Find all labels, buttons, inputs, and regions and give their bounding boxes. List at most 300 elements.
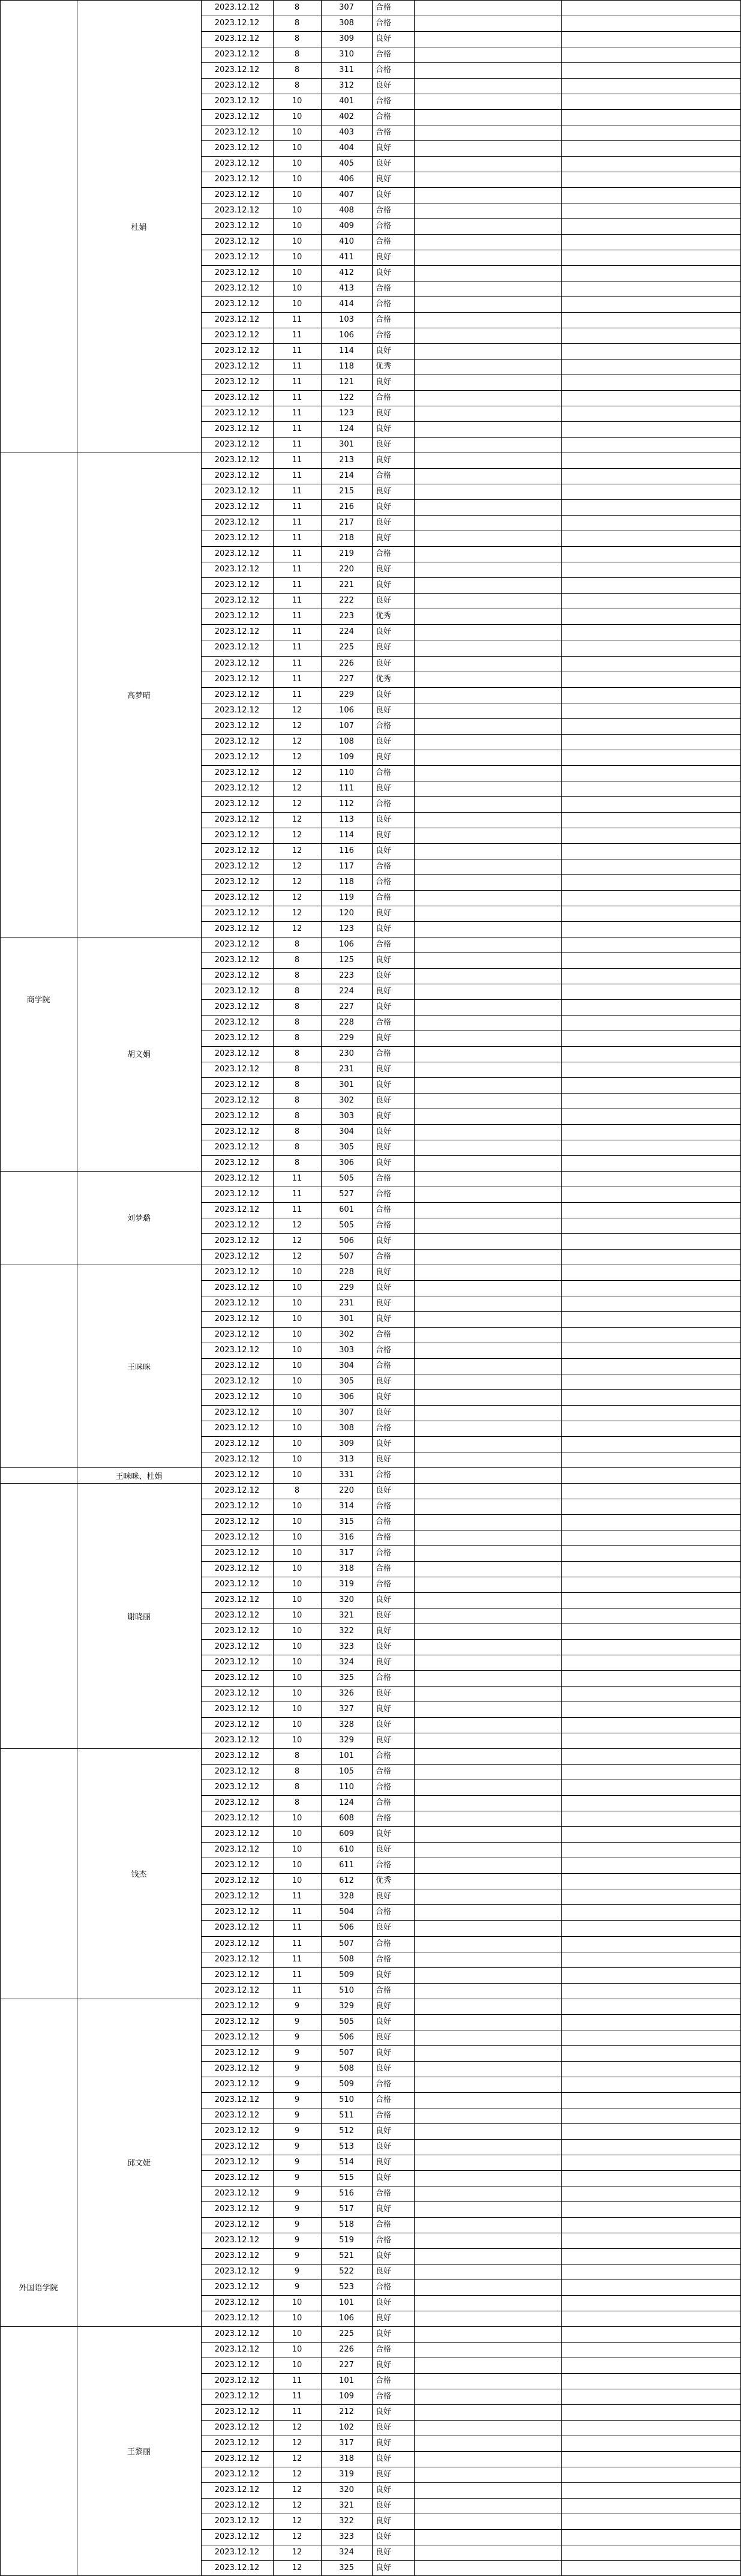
exam-date-cell: 2023.12.12	[214, 1299, 260, 1308]
class-period-cell: 12	[292, 2422, 302, 2432]
room-number-cell: 215	[339, 487, 354, 496]
grade-cell: 良好	[376, 752, 392, 762]
row-divider	[201, 1842, 741, 1843]
row-divider	[201, 2248, 741, 2249]
room-number-cell: 516	[339, 2188, 354, 2198]
room-number-cell: 527	[339, 1189, 354, 1199]
room-number-cell: 228	[339, 1017, 354, 1027]
room-number-cell: 510	[339, 1985, 354, 1995]
exam-date-cell: 2023.12.12	[214, 315, 260, 325]
class-period-cell: 9	[294, 2173, 300, 2182]
class-period-cell: 11	[292, 1205, 302, 1214]
class-period-cell: 10	[292, 1470, 302, 1480]
room-number-cell: 523	[339, 2282, 354, 2292]
exam-date-cell: 2023.12.12	[214, 2516, 260, 2526]
class-period-cell: 12	[292, 783, 302, 793]
class-period-cell: 8	[294, 50, 300, 59]
class-period-cell: 12	[292, 877, 302, 886]
class-period-cell: 10	[292, 1705, 302, 1714]
class-period-cell: 11	[292, 627, 302, 637]
class-period-cell: 11	[292, 440, 302, 450]
exam-date-cell: 2023.12.12	[214, 721, 260, 730]
class-period-cell: 12	[292, 1220, 302, 1230]
exam-date-cell: 2023.12.12	[214, 253, 260, 262]
room-number-cell: 307	[339, 1408, 354, 1418]
room-number-cell: 609	[339, 1829, 354, 1839]
exam-date-cell: 2023.12.12	[214, 2219, 260, 2229]
row-divider	[201, 890, 741, 891]
exam-date-cell: 2023.12.12	[214, 1829, 260, 1839]
class-period-cell: 10	[292, 1673, 302, 1683]
room-number-cell: 227	[339, 2360, 354, 2370]
exam-date-cell: 2023.12.12	[214, 1189, 260, 1199]
row-divider	[201, 1093, 741, 1094]
grade-cell: 合格	[376, 2219, 392, 2229]
class-period-cell: 10	[292, 143, 302, 153]
room-number-cell: 224	[339, 986, 354, 996]
class-period-cell: 11	[292, 1923, 302, 1933]
grade-cell: 合格	[376, 1580, 392, 1589]
row-divider	[201, 1405, 741, 1406]
room-number-cell: 119	[339, 892, 354, 902]
row-divider	[201, 968, 741, 969]
class-period-cell: 8	[294, 3, 300, 12]
room-number-cell: 515	[339, 2173, 354, 2182]
room-number-cell: 226	[339, 658, 354, 668]
room-number-cell: 113	[339, 814, 354, 824]
row-divider	[201, 1764, 741, 1765]
grade-cell: 合格	[376, 1814, 392, 1823]
room-number-cell: 220	[339, 565, 354, 574]
class-period-cell: 11	[292, 2407, 302, 2416]
room-number-cell: 305	[339, 1377, 354, 1386]
grade-cell: 良好	[376, 830, 392, 840]
room-number-cell: 123	[339, 409, 354, 418]
room-number-cell: 519	[339, 2235, 354, 2245]
room-number-cell: 507	[339, 2048, 354, 2057]
class-period-cell: 8	[294, 19, 300, 28]
room-number-cell: 518	[339, 2219, 354, 2229]
grade-cell: 良好	[376, 1158, 392, 1167]
class-period-cell: 11	[292, 346, 302, 356]
room-number-cell: 101	[339, 2298, 354, 2307]
teacher-name-cell: 王黎丽	[127, 2448, 151, 2457]
class-period-cell: 11	[292, 1189, 302, 1199]
room-number-cell: 512	[339, 2126, 354, 2135]
column-divider	[321, 0, 322, 2576]
grade-cell: 良好	[376, 253, 392, 262]
row-divider	[201, 718, 741, 719]
row-divider	[201, 2295, 741, 2296]
exam-date-cell: 2023.12.12	[214, 1392, 260, 1402]
class-period-cell: 10	[292, 1658, 302, 1667]
class-period-cell: 11	[292, 315, 302, 325]
exam-date-cell: 2023.12.12	[214, 1970, 260, 1979]
exam-date-cell: 2023.12.12	[214, 2282, 260, 2292]
grade-cell: 合格	[376, 2344, 392, 2354]
room-number-cell: 109	[339, 2391, 354, 2401]
row-divider	[201, 2014, 741, 2015]
exam-date-cell: 2023.12.12	[214, 2126, 260, 2135]
class-period-cell: 8	[294, 1080, 300, 1089]
grade-cell: 优秀	[376, 612, 392, 621]
grade-cell: 良好	[376, 1236, 392, 1245]
exam-date-cell: 2023.12.12	[214, 1502, 260, 1511]
exam-date-cell: 2023.12.12	[214, 2095, 260, 2104]
class-period-cell: 10	[292, 1736, 302, 1745]
class-period-cell: 10	[292, 159, 302, 169]
row-divider	[201, 2061, 741, 2062]
class-period-cell: 10	[292, 1829, 302, 1839]
exam-date-cell: 2023.12.12	[214, 518, 260, 528]
exam-date-cell: 2023.12.12	[214, 1064, 260, 1074]
row-divider	[201, 515, 741, 516]
row-divider	[201, 390, 741, 391]
room-number-cell: 327	[339, 1705, 354, 1714]
row-divider	[201, 843, 741, 844]
room-number-cell: 229	[339, 690, 354, 699]
class-period-cell: 8	[294, 81, 300, 91]
exam-date-cell: 2023.12.12	[214, 2391, 260, 2401]
exam-date-cell: 2023.12.12	[214, 1095, 260, 1105]
grade-cell: 良好	[376, 565, 392, 574]
class-period-cell: 12	[292, 830, 302, 840]
class-period-cell: 12	[292, 1236, 302, 1245]
grade-cell: 良好	[376, 81, 392, 91]
grade-cell: 良好	[376, 159, 392, 169]
teacher-divider	[0, 2326, 741, 2327]
class-period-cell: 12	[292, 2532, 302, 2541]
room-number-cell: 324	[339, 2547, 354, 2557]
room-number-cell: 306	[339, 1158, 354, 1167]
grade-cell: 良好	[376, 1033, 392, 1043]
exam-date-cell: 2023.12.12	[214, 487, 260, 496]
grade-cell: 良好	[376, 1127, 392, 1136]
room-number-cell: 509	[339, 2079, 354, 2089]
exam-date-cell: 2023.12.12	[214, 34, 260, 44]
room-number-cell: 214	[339, 471, 354, 481]
class-period-cell: 10	[292, 1876, 302, 1886]
column-divider	[414, 0, 415, 2576]
grade-cell: 合格	[376, 549, 392, 559]
exam-date-cell: 2023.12.12	[214, 971, 260, 980]
row-divider	[201, 624, 741, 625]
room-number-cell: 507	[339, 1251, 354, 1261]
grade-cell: 合格	[376, 50, 392, 59]
teacher-name-cell: 谢晓丽	[127, 1612, 151, 1622]
class-period-cell: 8	[294, 1767, 300, 1777]
row-divider	[201, 1015, 741, 1016]
class-period-cell: 11	[292, 424, 302, 434]
row-divider	[201, 2342, 741, 2343]
class-period-cell: 11	[292, 534, 302, 543]
class-period-cell: 9	[294, 2063, 300, 2073]
grade-cell: 合格	[376, 1017, 392, 1027]
room-number-cell: 230	[339, 1049, 354, 1058]
class-period-cell: 8	[294, 1111, 300, 1121]
grade-cell: 良好	[376, 2266, 392, 2276]
exam-date-cell: 2023.12.12	[214, 2532, 260, 2541]
room-number-cell: 404	[339, 143, 354, 153]
grade-cell: 合格	[376, 2282, 392, 2292]
row-divider	[201, 2139, 741, 2140]
room-number-cell: 504	[339, 1907, 354, 1917]
class-period-cell: 9	[294, 2204, 300, 2213]
class-period-cell: 11	[292, 2376, 302, 2385]
exam-date-cell: 2023.12.12	[214, 1517, 260, 1527]
room-number-cell: 105	[339, 1767, 354, 1777]
class-period-cell: 11	[292, 1173, 302, 1183]
grade-cell: 良好	[376, 2329, 392, 2338]
grade-cell: 良好	[376, 1002, 392, 1011]
grade-cell: 合格	[376, 2188, 392, 2198]
room-number-cell: 414	[339, 299, 354, 309]
row-divider	[201, 999, 741, 1000]
grade-cell: 良好	[376, 34, 392, 44]
exam-date-cell: 2023.12.12	[214, 112, 260, 122]
grade-cell: 合格	[376, 393, 392, 403]
grade-cell: 良好	[376, 1080, 392, 1089]
exam-date-cell: 2023.12.12	[214, 861, 260, 871]
room-number-cell: 405	[339, 159, 354, 169]
row-divider	[201, 218, 741, 219]
grade-cell: 合格	[376, 1346, 392, 1355]
exam-date-cell: 2023.12.12	[214, 1267, 260, 1277]
room-number-cell: 305	[339, 1142, 354, 1152]
room-number-cell: 324	[339, 1658, 354, 1667]
row-divider	[201, 2170, 741, 2171]
exam-date-cell: 2023.12.12	[214, 190, 260, 200]
class-period-cell: 10	[292, 1455, 302, 1464]
exam-date-cell: 2023.12.12	[214, 378, 260, 387]
grade-cell: 合格	[376, 1502, 392, 1511]
row-divider	[201, 1592, 741, 1593]
grade-cell: 良好	[376, 1892, 392, 1901]
class-period-cell: 11	[292, 409, 302, 418]
grade-cell: 合格	[376, 1939, 392, 1948]
exam-date-cell: 2023.12.12	[214, 596, 260, 606]
column-divider	[0, 0, 1, 2576]
grade-cell: 合格	[376, 1767, 392, 1777]
room-number-cell: 413	[339, 284, 354, 293]
room-number-cell: 308	[339, 19, 354, 28]
room-number-cell: 229	[339, 1283, 354, 1292]
class-period-cell: 12	[292, 908, 302, 918]
room-number-cell: 401	[339, 97, 354, 106]
room-number-cell: 601	[339, 1205, 354, 1214]
grade-cell: 良好	[376, 1455, 392, 1464]
row-divider	[201, 593, 741, 594]
row-divider	[201, 656, 741, 657]
grade-cell: 良好	[376, 2001, 392, 2011]
class-period-cell: 8	[294, 1033, 300, 1043]
grade-cell: 良好	[376, 2438, 392, 2448]
grade-cell: 良好	[376, 2251, 392, 2260]
class-period-cell: 10	[292, 1377, 302, 1386]
exam-date-cell: 2023.12.12	[214, 331, 260, 340]
grade-cell: 合格	[376, 284, 392, 293]
grade-cell: 良好	[376, 268, 392, 278]
class-period-cell: 10	[292, 1283, 302, 1292]
room-number-cell: 309	[339, 34, 354, 44]
room-number-cell: 407	[339, 190, 354, 200]
row-divider	[201, 421, 741, 422]
room-number-cell: 220	[339, 1486, 354, 1496]
grade-cell: 良好	[376, 2469, 392, 2479]
class-period-cell: 10	[292, 112, 302, 122]
exam-date-cell: 2023.12.12	[214, 1220, 260, 1230]
room-number-cell: 111	[339, 783, 354, 793]
class-period-cell: 9	[294, 2266, 300, 2276]
grade-cell: 良好	[376, 736, 392, 746]
exam-date-cell: 2023.12.12	[214, 955, 260, 964]
column-divider	[372, 0, 373, 2576]
grade-cell: 合格	[376, 721, 392, 730]
class-period-cell: 10	[292, 1564, 302, 1574]
room-number-cell: 125	[339, 955, 354, 964]
room-number-cell: 508	[339, 1954, 354, 1964]
room-number-cell: 319	[339, 2469, 354, 2479]
grade-cell: 合格	[376, 1548, 392, 1558]
exam-date-cell: 2023.12.12	[214, 1111, 260, 1121]
grade-cell: 合格	[376, 1330, 392, 1340]
row-divider	[201, 1717, 741, 1718]
exam-date-cell: 2023.12.12	[214, 1642, 260, 1652]
class-period-cell: 12	[292, 2485, 302, 2494]
exam-date-cell: 2023.12.12	[214, 580, 260, 590]
class-period-cell: 8	[294, 939, 300, 949]
grade-cell: 合格	[376, 2110, 392, 2120]
grade-cell: 优秀	[376, 362, 392, 372]
column-divider	[201, 0, 202, 2576]
exam-date-cell: 2023.12.12	[214, 2438, 260, 2448]
class-period-cell: 12	[292, 924, 302, 933]
room-number-cell: 225	[339, 643, 354, 652]
room-number-cell: 325	[339, 1673, 354, 1683]
class-period-cell: 10	[292, 2329, 302, 2338]
grade-cell: 良好	[376, 2500, 392, 2510]
class-period-cell: 12	[292, 768, 302, 777]
grade-cell: 良好	[376, 658, 392, 668]
class-period-cell: 10	[292, 2313, 302, 2323]
row-divider	[201, 2404, 741, 2405]
room-number-cell: 226	[339, 2344, 354, 2354]
class-period-cell: 10	[292, 1346, 302, 1355]
room-number-cell: 218	[339, 534, 354, 543]
exam-date-cell: 2023.12.12	[214, 2313, 260, 2323]
exam-date-cell: 2023.12.12	[214, 2188, 260, 2198]
class-period-cell: 11	[292, 2391, 302, 2401]
grade-cell: 良好	[376, 2048, 392, 2057]
grade-cell: 合格	[376, 19, 392, 28]
class-period-cell: 12	[292, 2469, 302, 2479]
grade-cell: 合格	[376, 1673, 392, 1683]
room-number-cell: 225	[339, 2329, 354, 2338]
class-period-cell: 10	[292, 1299, 302, 1308]
exam-date-cell: 2023.12.12	[214, 1455, 260, 1464]
room-number-cell: 221	[339, 580, 354, 590]
grade-cell: 合格	[376, 1470, 392, 1480]
exam-date-cell: 2023.12.12	[214, 97, 260, 106]
class-period-cell: 8	[294, 65, 300, 75]
room-number-cell: 408	[339, 206, 354, 215]
room-number-cell: 406	[339, 175, 354, 184]
exam-date-cell: 2023.12.12	[214, 1205, 260, 1214]
room-number-cell: 309	[339, 1439, 354, 1449]
row-divider	[201, 765, 741, 766]
row-divider	[201, 546, 741, 547]
class-period-cell: 10	[292, 1861, 302, 1870]
column-divider	[273, 0, 274, 2576]
grade-cell: 良好	[376, 534, 392, 543]
exam-date-cell: 2023.12.12	[214, 1173, 260, 1183]
room-number-cell: 303	[339, 1346, 354, 1355]
row-divider	[201, 109, 741, 110]
row-divider	[201, 1311, 741, 1312]
grade-cell: 合格	[376, 861, 392, 871]
class-period-cell: 11	[292, 456, 302, 465]
grade-cell: 合格	[376, 1517, 392, 1527]
room-number-cell: 319	[339, 1580, 354, 1589]
class-period-cell: 11	[292, 1907, 302, 1917]
class-period-cell: 10	[292, 206, 302, 215]
room-number-cell: 522	[339, 2266, 354, 2276]
class-period-cell: 9	[294, 2001, 300, 2011]
row-divider	[201, 1514, 741, 1515]
exam-date-cell: 2023.12.12	[214, 1814, 260, 1823]
grade-cell: 良好	[376, 1314, 392, 1324]
grade-cell: 合格	[376, 221, 392, 231]
grade-cell: 良好	[376, 1392, 392, 1402]
room-number-cell: 318	[339, 1564, 354, 1574]
room-number-cell: 110	[339, 1783, 354, 1792]
exam-date-cell: 2023.12.12	[214, 2032, 260, 2042]
room-number-cell: 231	[339, 1299, 354, 1308]
class-period-cell: 10	[292, 1533, 302, 1542]
room-number-cell: 228	[339, 1267, 354, 1277]
exam-date-cell: 2023.12.12	[214, 627, 260, 637]
row-divider	[201, 1561, 741, 1562]
exam-date-cell: 2023.12.12	[214, 1595, 260, 1605]
class-period-cell: 11	[292, 690, 302, 699]
room-number-cell: 304	[339, 1127, 354, 1136]
row-divider	[201, 1202, 741, 1203]
grade-cell: 良好	[376, 2313, 392, 2323]
grade-cell: 合格	[376, 331, 392, 340]
row-divider	[201, 156, 741, 157]
teacher-name-cell: 王咪咪	[127, 1362, 151, 1372]
row-divider	[201, 1124, 741, 1125]
class-period-cell: 10	[292, 1392, 302, 1402]
exam-date-cell: 2023.12.12	[214, 206, 260, 215]
class-period-cell: 8	[294, 1064, 300, 1074]
room-number-cell: 229	[339, 1033, 354, 1043]
teacher-divider	[0, 1171, 741, 1172]
exam-date-cell: 2023.12.12	[214, 2563, 260, 2572]
grade-cell: 良好	[376, 2485, 392, 2494]
class-period-cell: 10	[292, 1689, 302, 1699]
row-divider	[201, 1280, 741, 1281]
row-divider	[201, 734, 741, 735]
class-period-cell: 11	[292, 612, 302, 621]
room-number-cell: 114	[339, 346, 354, 356]
class-period-cell: 9	[294, 2048, 300, 2057]
room-number-cell: 302	[339, 1095, 354, 1105]
class-period-cell: 12	[292, 2563, 302, 2572]
grade-cell: 合格	[376, 1220, 392, 1230]
class-period-cell: 10	[292, 1548, 302, 1558]
grade-cell: 良好	[376, 1845, 392, 1855]
